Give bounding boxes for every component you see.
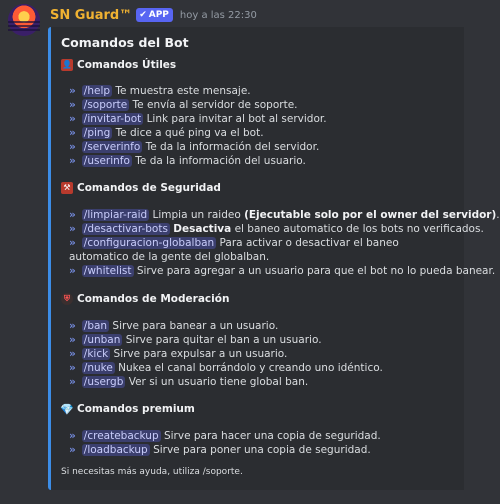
section-title-seguridad: [61, 182, 221, 194]
command-mention[interactable]: /nuke: [83, 362, 113, 374]
chevron-right-icon: »: [69, 209, 76, 221]
command-description: Nukea el canal borrándolo y creando uno idéntico.: [114, 362, 383, 374]
command-mention[interactable]: /desactivar-bots: [83, 223, 168, 235]
command-mention[interactable]: /createbackup: [83, 430, 159, 442]
chevron-right-icon: »: [69, 444, 76, 456]
command-mention[interactable]: /invitar-bot: [83, 113, 142, 125]
embed-card: [48, 27, 500, 490]
chevron-right-icon: »: [69, 223, 76, 235]
section-label: Comandos premium: [77, 403, 195, 415]
shield-icon: ⛨: [61, 293, 73, 305]
command-note: Desactiva: [173, 223, 232, 235]
chevron-right-icon: »: [69, 113, 76, 125]
chevron-right-icon: »: [69, 99, 76, 111]
command-mention[interactable]: /limpiar-raid: [83, 209, 148, 221]
section-label: Comandos Útiles: [77, 59, 177, 71]
command-item: [69, 429, 381, 443]
command-item: [69, 443, 371, 457]
command-mention[interactable]: /soporte: [83, 99, 128, 111]
command-description: Te dice a qué ping va el bot.: [112, 127, 264, 139]
command-description: Para activar o desactivar el baneo automatico de la gente del globalban.: [69, 237, 399, 263]
chevron-right-icon: »: [69, 85, 76, 97]
command-mention[interactable]: /usergb: [83, 376, 124, 388]
command-item: [69, 375, 308, 389]
command-description: Te envía al servidor de soporte.: [129, 99, 298, 111]
command-item: [69, 98, 298, 112]
message-timestamp: hoy a las 22:30: [179, 9, 257, 21]
command-description: Sirve para expulsar a un usuario.: [110, 348, 288, 360]
command-item: [69, 140, 319, 154]
command-item: [69, 236, 449, 264]
command-description: Te da la información del servidor.: [142, 141, 320, 153]
bot-avatar[interactable]: [8, 4, 40, 36]
command-mention[interactable]: /whitelist: [83, 265, 132, 277]
command-mention[interactable]: /help: [83, 85, 111, 97]
command-note: (Ejecutable solo por el owner del servidor): [244, 209, 497, 221]
command-description: Ver si un usuario tiene global ban.: [125, 376, 309, 388]
command-mention[interactable]: /loadbackup: [83, 444, 148, 456]
message-header: [50, 7, 257, 23]
command-item: [69, 154, 306, 168]
command-item: [69, 222, 484, 236]
check-icon: ✔: [139, 10, 147, 20]
command-description: Sirve para quitar el ban a un usuario.: [122, 334, 322, 346]
command-item: [69, 347, 287, 361]
command-description: Sirve para agregar a un usuario para que el bot no lo pueda banear.: [133, 265, 496, 277]
command-mention[interactable]: /kick: [83, 348, 109, 360]
person-icon: 👤: [62, 60, 72, 69]
embed-footer: Si necesitas más ayuda, utiliza /soporte.: [61, 467, 243, 477]
gem-icon: 💎: [60, 402, 74, 416]
section-title-premium: [61, 403, 195, 415]
tools-icon: ⚒: [61, 182, 73, 194]
command-mention[interactable]: /ping: [83, 127, 111, 139]
command-description: Te da la información del usuario.: [131, 155, 306, 167]
command-item: [69, 126, 264, 140]
command-description: Sirve para poner una copia de seguridad.: [149, 444, 371, 456]
chevron-right-icon: »: [69, 265, 76, 277]
command-item: [69, 264, 495, 278]
command-item: [69, 208, 500, 222]
command-description: Limpia un raideo: [149, 209, 245, 221]
command-description: Sirve para banear a un usuario.: [109, 320, 279, 332]
chevron-right-icon: »: [69, 376, 76, 388]
section-label: Comandos de Moderación: [77, 293, 230, 305]
section-label: Comandos de Seguridad: [77, 182, 221, 194]
chevron-right-icon: »: [69, 348, 76, 360]
command-description-end: .: [496, 209, 500, 221]
avatar-stripes: [8, 21, 40, 32]
chevron-right-icon: »: [69, 127, 76, 139]
command-description: Sirve para hacer una copia de seguridad.: [160, 430, 381, 442]
command-item: [69, 333, 322, 347]
chevron-right-icon: »: [69, 362, 76, 374]
command-mention[interactable]: /ban: [83, 320, 108, 332]
command-item: [69, 84, 251, 98]
chevron-right-icon: »: [69, 320, 76, 332]
command-item: [69, 361, 383, 375]
command-mention[interactable]: /userinfo: [83, 155, 130, 167]
chevron-right-icon: »: [69, 155, 76, 167]
command-description: Link para invitar al bot al servidor.: [143, 113, 327, 125]
chevron-right-icon: »: [69, 237, 76, 249]
app-badge-label: APP: [148, 10, 169, 20]
chevron-right-icon: »: [69, 430, 76, 442]
section-title-utiles: [61, 59, 176, 71]
command-description-end: el baneo automatico de los bots no verificados.: [231, 223, 484, 235]
command-mention[interactable]: /unban: [83, 334, 121, 346]
command-item: [69, 319, 278, 333]
command-description: Te muestra este mensaje.: [112, 85, 251, 97]
embed-title: Comandos del Bot: [61, 35, 189, 50]
bot-username[interactable]: SN Guard™: [50, 7, 133, 23]
command-mention[interactable]: /configuracion-globalban: [83, 237, 215, 249]
app-badge: [136, 8, 173, 22]
section-title-moderacion: [61, 293, 229, 305]
command-item: [69, 112, 327, 126]
chevron-right-icon: »: [69, 141, 76, 153]
command-mention[interactable]: /serverinfo: [83, 141, 141, 153]
chevron-right-icon: »: [69, 334, 76, 346]
